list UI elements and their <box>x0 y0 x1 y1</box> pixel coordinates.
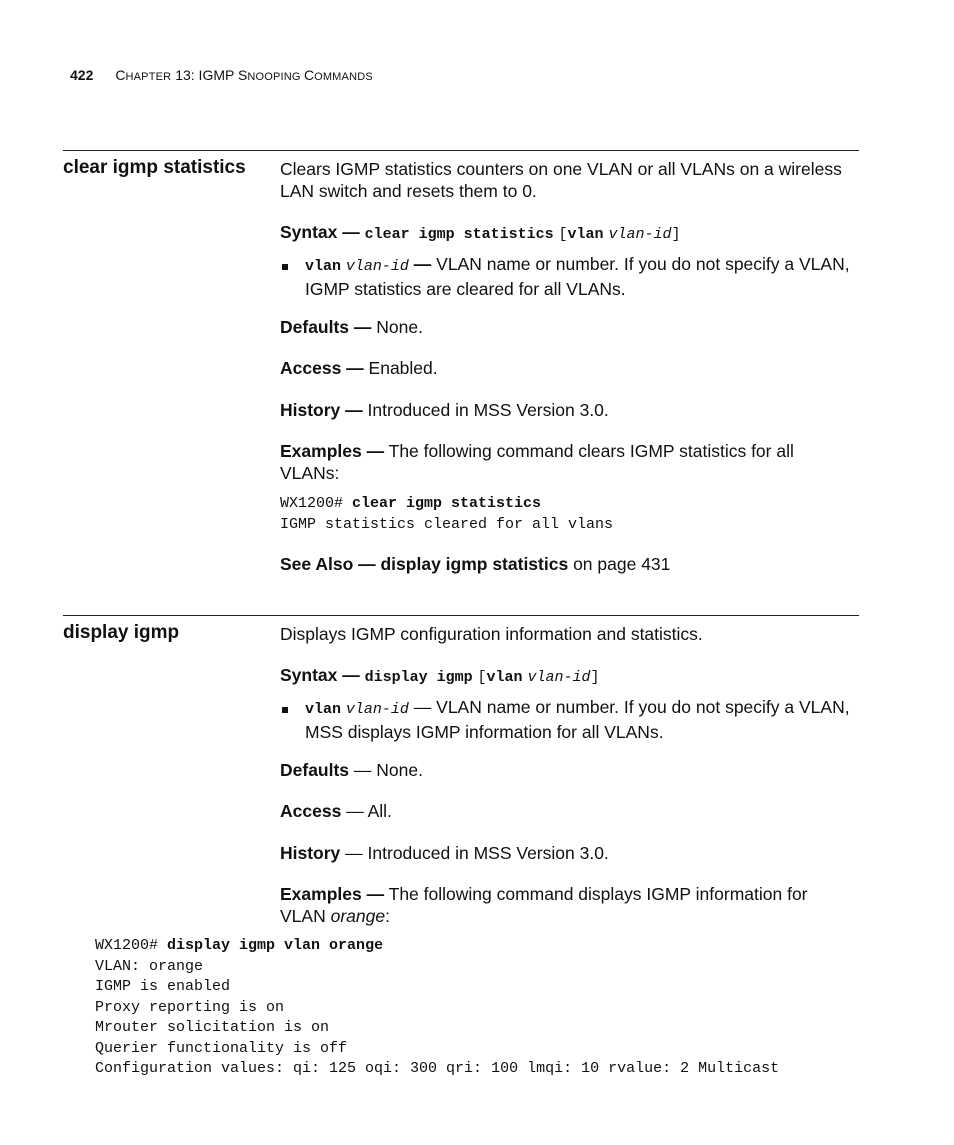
page-number: 422 <box>70 67 94 83</box>
command-description: Displays IGMP configuration information and statistics. <box>280 624 703 644</box>
syntax-parameter: vlan vlan-id — VLAN name or number. If you do not specify a VLAN, IGMP statistics are cleared for all VLANs. <box>305 254 850 299</box>
section-divider <box>63 150 859 151</box>
command-description: Clears IGMP statistics counters on one VLAN or all VLANs on a wireless LAN switch and resets them to 0. <box>280 159 842 201</box>
history-line: History — Introduced in MSS Version 3.0. <box>280 400 609 420</box>
access-line: Access — All. <box>280 801 392 821</box>
example-code: WX1200# display igmp vlan orange VLAN: orange IGMP is enabled Proxy reporting is on Mrouter solicitation is on Querier functionality is off Configuration values: qi: 125 oqi: 300 qri: 100 lmqi: 10 rvalue: 2 Multicast <box>95 937 780 1077</box>
bullet-marker <box>282 264 288 270</box>
defaults-line: Defaults — None. <box>280 760 423 780</box>
bullet-marker <box>282 707 288 713</box>
see-also-line: See Also — display igmp statistics on page 431 <box>280 554 671 574</box>
examples-line: Examples — The following command clears IGMP statistics for all VLANs: <box>280 441 794 483</box>
command-title: display igmp <box>63 622 180 643</box>
examples-line: Examples — The following command displays IGMP information for VLAN orange: <box>280 884 808 926</box>
defaults-line: Defaults — None. <box>280 317 423 337</box>
history-line: History — Introduced in MSS Version 3.0. <box>280 843 609 863</box>
access-line: Access — Enabled. <box>280 358 438 378</box>
syntax-line: Syntax — display igmp [vlan vlan-id] <box>280 665 600 686</box>
syntax-line: Syntax — clear igmp statistics [vlan vlan-id] <box>280 222 681 243</box>
command-title: clear igmp statistics <box>63 157 246 178</box>
syntax-parameter: vlan vlan-id — VLAN name or number. If you do not specify a VLAN, MSS displays IGMP information for all VLANs. <box>305 697 850 742</box>
see-also-link[interactable]: See Also — display igmp statistics <box>280 554 569 574</box>
running-header <box>70 67 373 83</box>
example-code: WX1200# clear igmp statistics IGMP statistics cleared for all vlans <box>280 495 614 533</box>
section-divider <box>63 615 859 616</box>
chapter-title: CHAPTER 13: IGMP SNOOPING COMMANDS <box>115 67 373 83</box>
